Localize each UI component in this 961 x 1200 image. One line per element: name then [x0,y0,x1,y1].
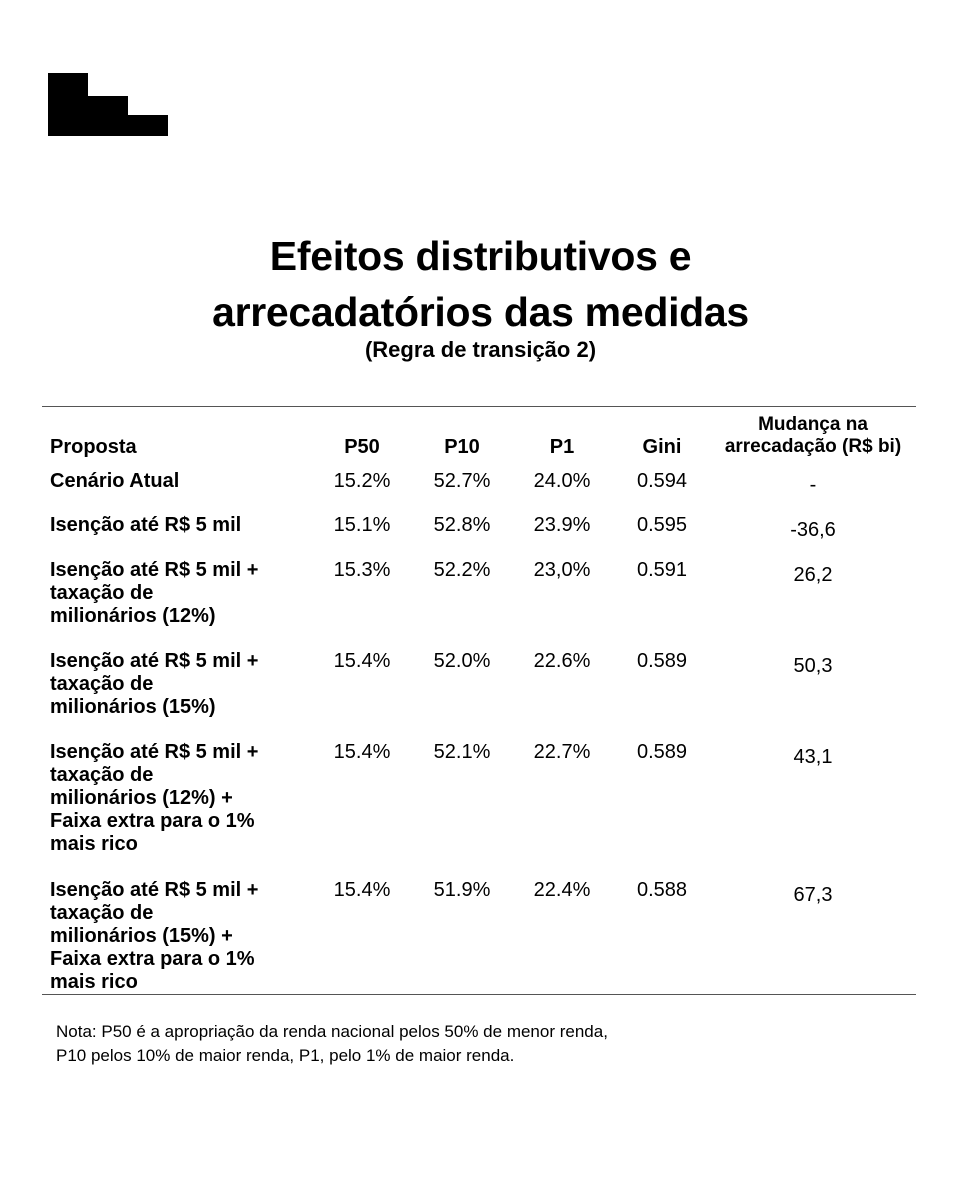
header-proposta: Proposta [50,436,137,458]
table-row [42,741,916,879]
table-bottom-divider [42,994,916,995]
proposta-line: Isenção até R$ 5 mil [50,514,242,536]
proposta-line: mais rico [50,971,138,993]
proposta-line: Cenário Atual [50,470,180,492]
row-proposta [42,514,310,559]
cell-p1: 22.6% [533,650,591,672]
proposta-line: Isenção até R$ 5 mil + [50,650,259,672]
proposta-line: taxação de [50,673,154,695]
proposta-line: Faixa extra para o 1% [50,948,255,970]
proposta-line: taxação de [50,902,154,924]
proposta-line: milionários (15%) [50,696,216,718]
page-subtitle: (Regra de transição 2) [364,337,597,362]
cell-change: 43,1 [793,746,833,768]
header-change-line-1: Mudança na [758,414,868,435]
cell-p10: 52.8% [433,514,491,536]
table-row [42,514,916,559]
cell-p50: 15.1% [333,514,391,536]
page-title [0,228,961,340]
row-proposta [42,462,310,514]
cell-change: -36,6 [790,519,836,541]
proposta-line: Isenção até R$ 5 mil + [50,741,259,763]
proposta-line: milionários (15%) + [50,925,233,947]
proposta-line: Isenção até R$ 5 mil + [50,879,259,901]
cell-p10: 52.2% [433,559,491,581]
row-proposta [42,559,310,650]
cell-p1: 22.4% [533,879,591,901]
cell-change: 50,3 [793,655,833,677]
cell-gini: 0.594 [636,470,688,492]
results-table [42,410,916,1017]
proposta-line: Faixa extra para o 1% [50,810,255,832]
cell-p1: 23,0% [533,559,591,581]
table-row [42,559,916,650]
cell-gini: 0.588 [636,879,688,901]
cell-p10: 52.1% [433,741,491,763]
cell-p10: 52.7% [433,470,491,492]
cell-p1: 22.7% [533,741,591,763]
cell-p50: 15.4% [333,650,391,672]
table-row [42,879,916,1017]
cell-gini: 0.595 [636,514,688,536]
proposta-line: Isenção até R$ 5 mil + [50,559,259,581]
cell-change: 67,3 [793,884,833,906]
header-p10: P10 [444,436,480,458]
cell-p50: 15.4% [333,879,391,901]
proposta-line: taxação de [50,582,154,604]
table-row [42,650,916,741]
cell-p1: 24.0% [533,470,591,492]
stepped-blocks-logo-icon [48,73,168,136]
footnote-line-1: Nota: P50 é a apropriação da renda nacional pelos 50% de menor renda, [56,1022,608,1041]
proposta-line: milionários (12%) + [50,787,233,809]
title-line-2: arrecadatórios das medidas [212,289,749,335]
cell-p10: 52.0% [433,650,491,672]
cell-gini: 0.589 [636,650,688,672]
header-gini: Gini [642,436,682,458]
cell-gini: 0.589 [636,741,688,763]
proposta-line: taxação de [50,764,154,786]
proposta-line: mais rico [50,833,138,855]
footnote [56,1020,756,1068]
table-row [42,462,916,514]
cell-p1: 23.9% [533,514,591,536]
cell-p50: 15.3% [333,559,391,581]
header-change-line-2: arrecadação (R$ bi) [724,436,902,457]
title-line-1: Efeitos distributivos e [269,233,692,279]
footnote-line-2: P10 pelos 10% de maior renda, P1, pelo 1% de maior renda. [56,1046,515,1065]
table-top-divider [42,406,916,407]
header-p50: P50 [344,436,380,458]
cell-gini: 0.591 [636,559,688,581]
brand-logo-icon [48,73,168,136]
cell-p10: 51.9% [433,879,491,901]
row-proposta [42,879,310,1017]
cell-change: - [809,474,817,496]
cell-change: 26,2 [793,564,833,586]
row-proposta [42,741,310,879]
cell-p50: 15.2% [333,470,391,492]
row-proposta [42,650,310,741]
proposta-line: milionários (12%) [50,605,216,627]
table-header-row [42,410,916,462]
cell-p50: 15.4% [333,741,391,763]
header-mudanca-arrecadacao [710,410,916,462]
header-p1: P1 [549,436,575,458]
